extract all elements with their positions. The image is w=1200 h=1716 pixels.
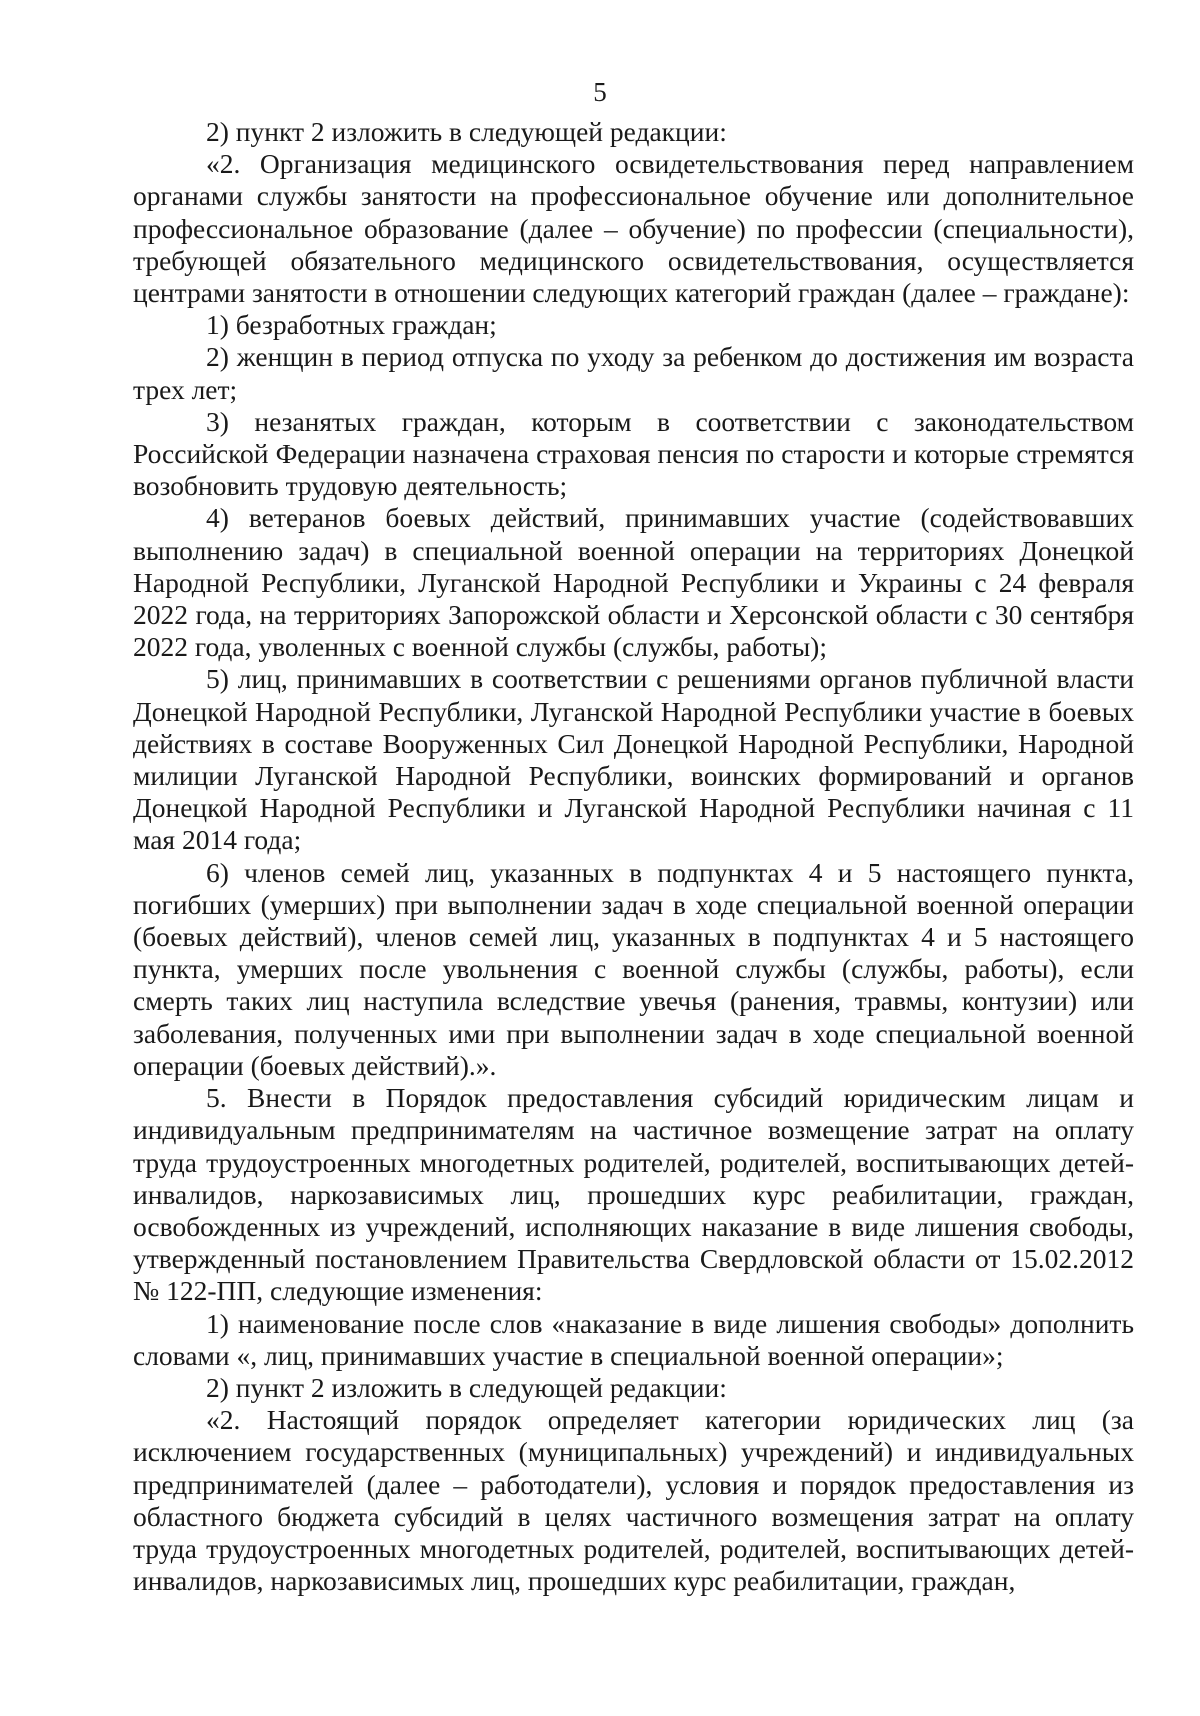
paragraph: 6) членов семей лиц, указанных в подпунктах 4 и 5 настоящего пункта, погибших (умерших) при выполнении задач в ходе специальной военной операции (боевых действий), членов семей лиц, указанных в подпунктах 4 и 5 настоящего пункта, умерших после увольнения с военной службы (службы, работы), если смерть таких лиц наступила вследствие увечья (ранения, травмы, контузии) или заболевания, полученных ими при выполнении задач в ходе специальной военной операции (боевых действий).».	[133, 856, 1134, 1081]
paragraph: 5) лиц, принимавших в соответствии с решениями органов публичной власти Донецкой Народной Республики, Луганской Народной Республики участие в боевых действиях в составе Вооруженных Сил Донецкой Народной Республики, Народной милиции Луганской Народной Республики, воинских формирований и органов Донецкой Народной Республики и Луганской Народной Республики начиная с 11 мая 2014 года;	[133, 663, 1134, 856]
paragraph: 2) пункт 2 изложить в следующей редакции:	[206, 116, 727, 147]
paragraph: 2) женщин в период отпуска по уходу за ребенком до достижения им возраста трех лет;	[133, 341, 1134, 405]
paragraph: 4) ветеранов боевых действий, принимавших участие (содействовавших выполнению задач) в специальной военной операции на территориях Донецкой Народной Республики, Луганской Народной Республики и Украины с 24 февраля 2022 года, на территориях Запорожской области и Херсонской области с 30 сентября 2022 года, уволенных с военной службы (службы, работы);	[133, 502, 1134, 663]
paragraph: 1) наименование после слов «наказание в виде лишения свободы» дополнить словами «, лиц, принимавших участие в специальной военной операции»;	[133, 1307, 1134, 1371]
paragraph: 1) безработных граждан;	[206, 309, 497, 341]
paragraph: 2) пункт 2 изложить в следующей редакции:	[206, 1371, 727, 1403]
page-number: 5	[593, 77, 607, 107]
paragraph: 3) незанятых граждан, которым в соответствии с законодательством Российской Федерации назначена страховая пенсия по старости и которые стремятся возобновить трудовую деятельность;	[133, 405, 1134, 502]
paragraph: «2. Организация медицинского освидетельствования перед направлением органами службы занятости на профессиональное обучение или дополнительное профессиональное образование (далее – обучение) по профессии (специальности), требующей обязательного медицинского освидетельствования, осуществляется центрами занятости в отношении следующих категорий граждан (далее – граждане):	[133, 148, 1134, 309]
document-body	[133, 116, 1134, 1597]
paragraph: «2. Настоящий порядок определяет категории юридических лиц (за исключением государственных (муниципальных) учреждений) и индивидуальных предпринимателей (далее – работодатели), условия и порядок предоставления из областного бюджета субсидий в целях частичного возмещения затрат на оплату труда трудоустроенных многодетных родителей, родителей, воспитывающих детей-инвалидов, наркозависимых лиц, прошедших курс реабилитации, граждан,	[133, 1404, 1134, 1597]
paragraph: 5. Внести в Порядок предоставления субсидий юридическим лицам и индивидуальным предпринимателям на частичное возмещение затрат на оплату труда трудоустроенных многодетных родителей, родителей, воспитывающих детей-инвалидов, наркозависимых лиц, прошедших курс реабилитации, граждан, освобожденных из учреждений, исполняющих наказание в виде лишения свободы, утвержденный постановлением Правительства Свердловской области от 15.02.2012 № 122-ПП, следующие изменения:	[133, 1082, 1134, 1307]
